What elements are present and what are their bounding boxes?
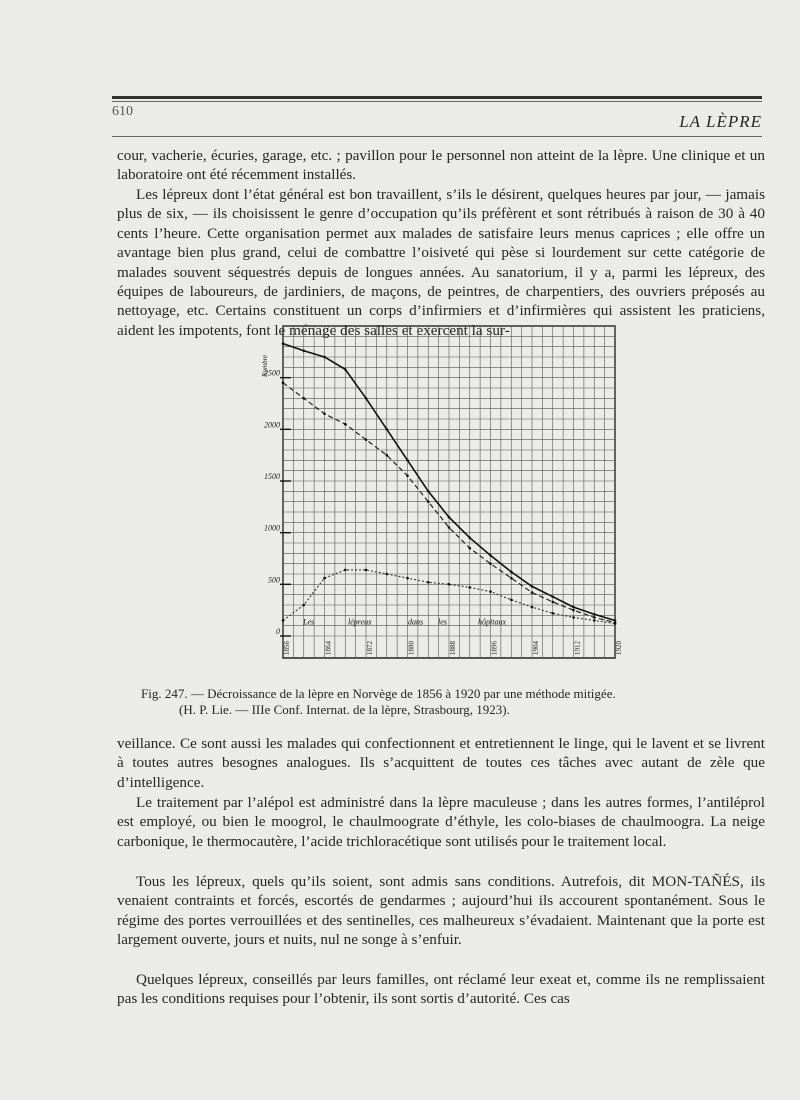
header-rule xyxy=(112,96,762,99)
header-rule-thin xyxy=(112,101,762,102)
data-point xyxy=(344,368,347,371)
data-point xyxy=(593,619,596,622)
figure-caption xyxy=(141,686,771,717)
caption-line-2: (H. P. Lie. — IIIe Conf. Internat. de la lèpre, Strasbourg, 1923). xyxy=(179,701,510,717)
data-point xyxy=(427,490,430,493)
data-point xyxy=(427,500,430,503)
y-tick-label: 500 xyxy=(268,575,280,585)
chart-annotation: dans xyxy=(408,617,424,627)
chart-annotation: lépreux xyxy=(348,617,372,627)
x-tick-label: 1920 xyxy=(615,641,623,655)
data-point xyxy=(531,591,534,594)
data-point xyxy=(469,586,472,589)
data-point xyxy=(406,459,409,462)
y-tick-label: 2000 xyxy=(264,420,280,430)
paragraph-6: Quelques lépreux, conseillés par leurs familles, ont réclamé leur exeat et, comme ils ne remplissaient pas les conditions requises pour l’obtenir, ils sont sortis d’autorité. Ces cas xyxy=(117,971,765,1008)
chart-svg xyxy=(253,318,625,683)
data-point xyxy=(469,537,472,540)
y-tick-label: 2500 xyxy=(264,368,280,378)
data-point xyxy=(593,613,596,616)
data-point xyxy=(282,382,285,385)
x-tick-label: 1912 xyxy=(573,641,582,655)
data-point xyxy=(489,554,492,557)
paragraph-5: Tous les lépreux, quels qu’ils soient, sont admis sans conditions. Autrefois, dit MON-TAÑÉS, ils venaient contraints et forcés, escortés de gendarmes ; aujourd’hui ils accourent spontanément. Sous le régime des portes verrouillées et des sentinelles, ces malheureux s’évadaient. Maintenant que la porte est largement ouverte, jours et nuits, nul ne songe à s’enfuir. xyxy=(117,873,765,949)
data-point xyxy=(572,609,575,612)
data-point xyxy=(303,350,306,353)
data-point xyxy=(365,569,368,572)
y-tick-label: 0 xyxy=(276,627,280,636)
x-tick-label: 1904 xyxy=(532,641,540,655)
data-point xyxy=(572,616,575,619)
x-tick-label: 1864 xyxy=(324,641,333,655)
data-point xyxy=(365,438,368,441)
data-point xyxy=(510,599,513,602)
data-point xyxy=(386,573,389,576)
data-point xyxy=(552,601,555,604)
chart-annotation: Les xyxy=(303,617,315,627)
data-point xyxy=(448,526,451,529)
data-point xyxy=(510,571,513,574)
data-point xyxy=(323,356,326,359)
data-point xyxy=(531,585,534,588)
data-point xyxy=(448,516,451,519)
data-point xyxy=(303,604,306,607)
data-point xyxy=(593,616,596,619)
data-point xyxy=(448,583,451,586)
data-point xyxy=(406,475,409,478)
data-point xyxy=(614,622,617,625)
y-tick-label: 1000 xyxy=(264,523,280,533)
x-tick-label: 1896 xyxy=(490,641,499,655)
data-point xyxy=(552,595,555,598)
data-point xyxy=(531,606,534,609)
paragraph-3: veillance. Ce sont aussi les malades qui confectionnent et entretiennent le linge, qui le lavent et se livrent à toutes autres besognes analogues. Ils s’acquittent de toutes ces tâches avec autant de zèle que d’intelligence. xyxy=(117,735,765,791)
data-point xyxy=(365,397,368,400)
paragraph-2: Les lépreux dont l’état général est bon travaillent, s’ils le désirent, quelques heures par jour, — jamais plus de six, — ils choisissent le genre d’occupation qu’ils préfèrent et sont rétribués à raison de 30 à 40 cents l’heure. Cette organisation permet aux malades de satisfaire leurs menus caprices ; elle offre un avantage bien plus grand, celui de combattre l’oisiveté qui pèse si lourdement sur cette catégorie de malades souvent séquestrés depuis de longues années. Au sanatorium, il y a, parmi les lépreux, des équipes de laboureurs, de jardiniers, de maçons, de peintres, de charpentiers, des ouvriers préposés au nettoyage, etc. Certains constituent un corps d’infirmiers et d’infirmières qui assistent les praticiens, aident les impotents, font le ménage des salles et exercent la sur- xyxy=(117,186,765,339)
data-point xyxy=(344,423,347,426)
running-title: LA LÈPRE xyxy=(679,112,762,131)
data-point xyxy=(427,581,430,584)
figure-chart xyxy=(253,318,625,683)
data-point xyxy=(386,454,389,457)
data-point xyxy=(552,612,555,615)
caption-line-1: Fig. 247. — Décroissance de la lèpre en Norvège de 1856 à 1920 par une méthode mitigée. xyxy=(141,686,616,701)
data-point xyxy=(510,577,513,580)
chart-annotation: hôpitaux xyxy=(478,617,506,627)
x-tick-label: 1872 xyxy=(366,641,374,655)
data-point xyxy=(572,606,575,609)
data-point xyxy=(386,428,389,431)
header-rule-bottom xyxy=(112,136,762,137)
x-tick-label: 1888 xyxy=(449,641,457,655)
chart-annotation: les xyxy=(438,617,447,627)
data-point xyxy=(282,342,285,345)
data-point xyxy=(344,569,347,572)
data-point xyxy=(469,547,472,550)
data-point xyxy=(303,397,306,400)
data-point xyxy=(489,590,492,593)
data-point xyxy=(323,413,326,416)
x-tick-label: 1880 xyxy=(407,641,416,655)
paragraph-1: cour, vacherie, écuries, garage, etc. ; pavillon pour le personnel non atteint de la lèpre. Une clinique et un laboratoire ont été récemment installés. xyxy=(117,147,765,184)
data-point xyxy=(282,619,285,622)
page-number: 610 xyxy=(112,104,133,119)
data-point xyxy=(323,577,326,580)
y-tick-label: 1500 xyxy=(264,472,280,481)
x-tick-label: 1856 xyxy=(283,641,291,655)
paragraph-4: Le traitement par l’alépol est administré dans la lèpre maculeuse ; dans les autres formes, l’antiléprol est employé, ou bien le moogrol, le chaulmoograte d’éthyle, les colo-biases de chaulmoogra. La neige carbonique, le thermocautère, l’acide trichloracétique sont utilisés pour le traitement local. xyxy=(117,794,765,850)
data-point xyxy=(406,577,409,580)
data-point xyxy=(489,562,492,565)
y-axis-label: Nombre xyxy=(261,354,269,378)
